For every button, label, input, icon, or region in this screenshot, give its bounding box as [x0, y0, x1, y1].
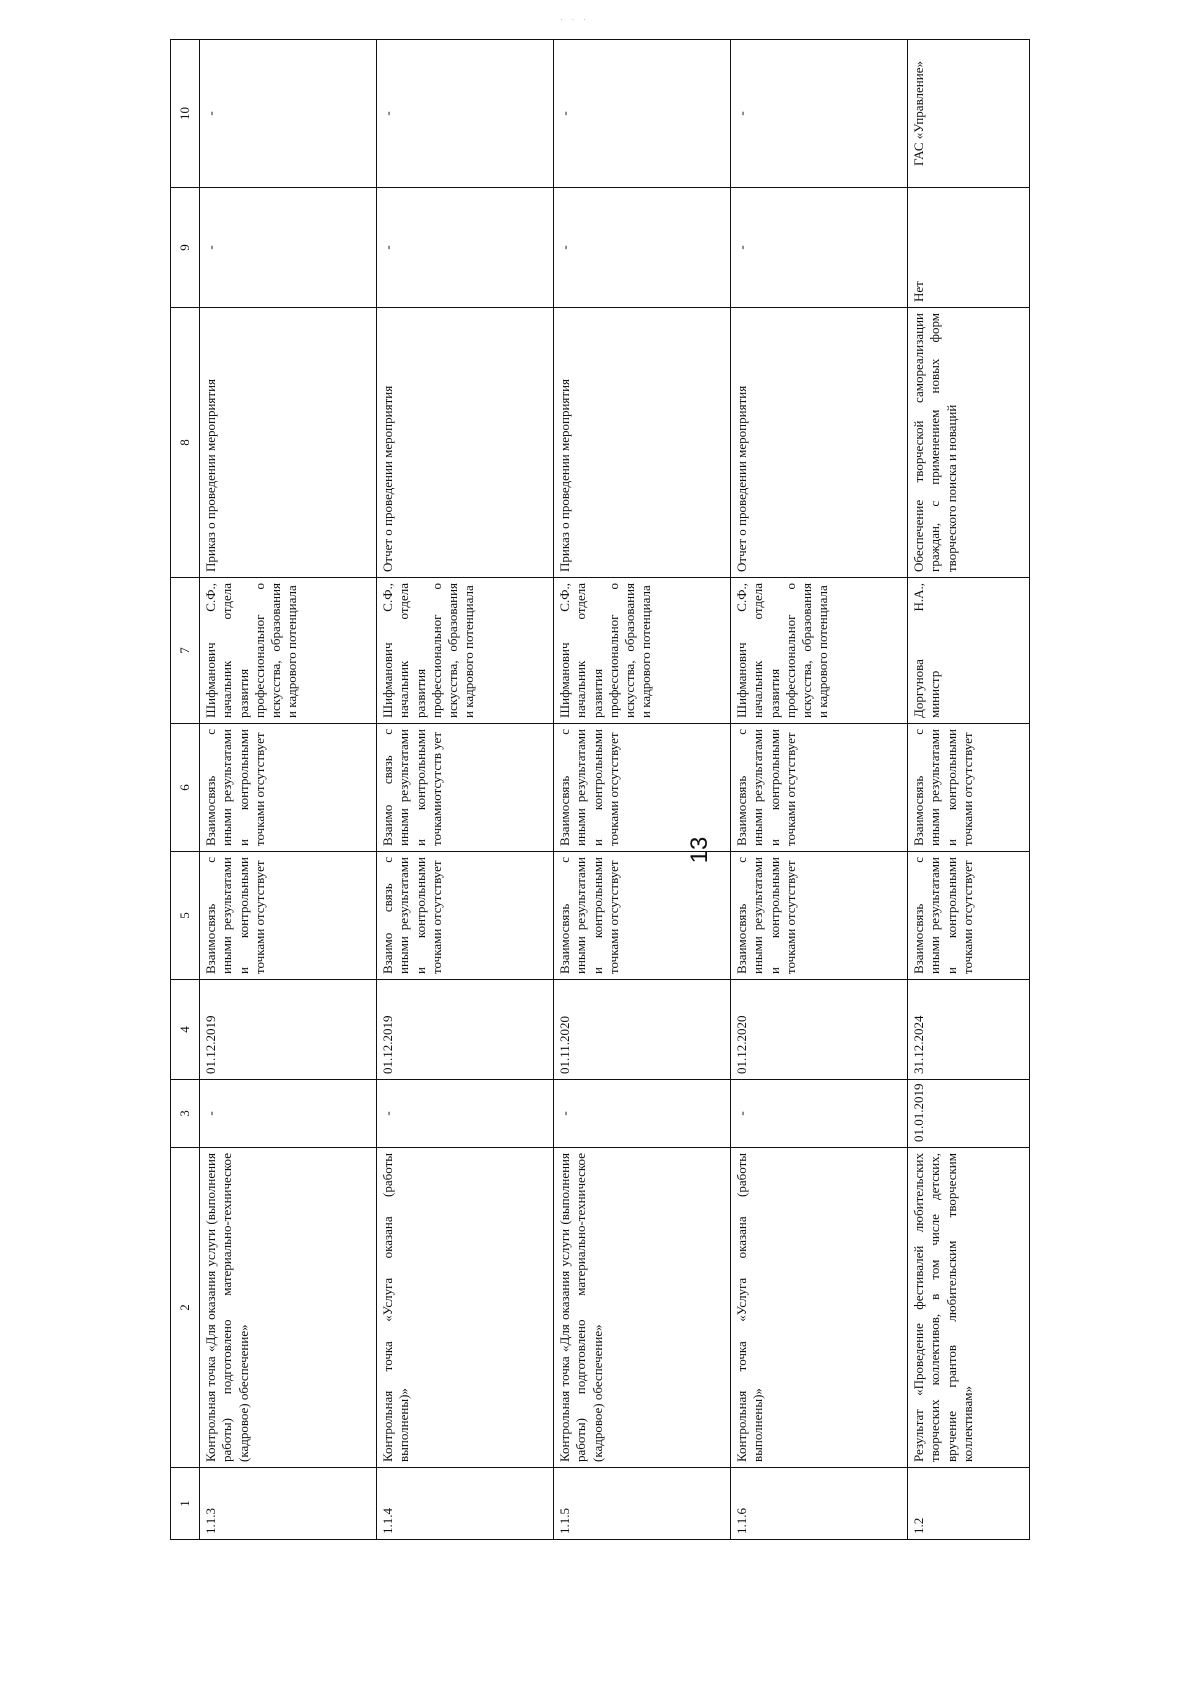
start-date-cell: -	[731, 1080, 908, 1148]
row-number-cell: 1.2	[908, 1468, 1030, 1540]
predecessor-cell: Взаимосвязь с иными результатами и контрольными точками отсутствует	[731, 852, 908, 980]
info-system-cell: ГАС «Управление»	[908, 40, 1030, 188]
end-date-cell: 01.11.2020	[554, 980, 731, 1080]
row-number-cell: 1.1.6	[731, 1468, 908, 1540]
responsible-cell: Шифманович С.Ф., начальник отдела развития профессиональног о искусства, образования и кадрового потенциала	[554, 578, 731, 724]
predecessor-cell: Взаимо связь с иными результатами и контрольными точками отсутствует	[377, 852, 554, 980]
column-header: 7	[171, 578, 200, 724]
result-doc-cell: Отчет о проведении мероприятия	[731, 308, 908, 578]
verification-cell: -	[200, 188, 377, 308]
info-system-cell: -	[377, 40, 554, 188]
verification-cell: -	[377, 188, 554, 308]
column-header: 3	[171, 1080, 200, 1148]
start-date-cell: -	[554, 1080, 731, 1148]
info-system-cell: -	[731, 40, 908, 188]
end-date-cell: 31.12.2024	[908, 980, 1030, 1080]
successor-cell: Взаимосвязь с иными результатами и контрольными точками отсутствует	[908, 724, 1030, 852]
start-date-cell: -	[200, 1080, 377, 1148]
result-doc-cell: Отчет о проведении мероприятия	[377, 308, 554, 578]
row-number-cell: 1.1.4	[377, 1468, 554, 1540]
info-system-cell: -	[554, 40, 731, 188]
page-number: 13	[686, 836, 713, 864]
predecessor-cell: Взаимосвязь с иными результатами и контрольными точками отсутствует	[908, 852, 1030, 980]
responsible-cell: Шифманович С.Ф., начальник отдела развития профессиональног о искусства, образования и кадрового потенциала	[200, 578, 377, 724]
successor-cell: Взаимосвязь с иными результатами и контрольными точками отсутствует	[200, 724, 377, 852]
column-header: 6	[171, 724, 200, 852]
result-doc-cell: Приказ о проведении мероприятия	[200, 308, 377, 578]
row-number-cell: 1.1.5	[554, 1468, 731, 1540]
verification-cell: Нет	[908, 188, 1030, 308]
column-header: 5	[171, 852, 200, 980]
column-header: 10	[171, 40, 200, 188]
successor-cell: Взаимо связь с иными результатами и контрольными точкамиотсутств ует	[377, 724, 554, 852]
table-row	[377, 40, 554, 1540]
start-date-cell: -	[377, 1080, 554, 1148]
start-date-cell: 01.01.2019	[908, 1080, 1030, 1148]
result-doc-cell: Обеспечение творческой самореализации граждан, с применением новых форм творческого поиска и новаций	[908, 308, 1030, 578]
scan-artifact: · · ·	[560, 14, 589, 24]
end-date-cell: 01.12.2019	[377, 980, 554, 1080]
table-row	[908, 40, 1030, 1540]
end-date-cell: 01.12.2020	[731, 980, 908, 1080]
event-name-cell: Результат «Проведение фестивалей любительских творческих коллективов, в том числе детских, вручение грантов любительским творческим коллективам»	[908, 1148, 1030, 1468]
responsible-cell: Доргунова Н.А., министр	[908, 578, 1030, 724]
header-row	[171, 40, 200, 1540]
column-header: 2	[171, 1148, 200, 1468]
table-row	[554, 40, 731, 1540]
verification-cell: -	[554, 188, 731, 308]
predecessor-cell: Взаимосвязь с иными результатами и контрольными точками отсутствует	[554, 852, 731, 980]
rotated-table-container	[170, 40, 1030, 1540]
event-name-cell: Контрольная точка «Услуга оказана (работы выполнены)»	[731, 1148, 908, 1468]
table-row	[200, 40, 377, 1540]
column-header: 4	[171, 980, 200, 1080]
verification-cell: -	[731, 188, 908, 308]
successor-cell: Взаимосвязь с иными результатами и контрольными точками отсутствует	[731, 724, 908, 852]
event-name-cell: Контрольная точка «Услуга оказана (работы выполнены)»	[377, 1148, 554, 1468]
column-header: 9	[171, 188, 200, 308]
table-row	[731, 40, 908, 1540]
table-frame	[170, 40, 1030, 1540]
info-system-cell: -	[200, 40, 377, 188]
responsible-cell: Шифманович С.Ф., начальник отдела развития профессиональног о искусства, образования и кадрового потенциала	[731, 578, 908, 724]
predecessor-cell: Взаимосвязь с иными результатами и контрольными точками отсутствует	[200, 852, 377, 980]
row-number-cell: 1.1.3	[200, 1468, 377, 1540]
control-points-table	[170, 39, 1030, 1540]
result-doc-cell: Приказ о проведении мероприятия	[554, 308, 731, 578]
event-name-cell: Контрольная точка «Для оказания услуги (выполнения работы) подготовлено материально-техническое (кадровое) обеспечение»	[554, 1148, 731, 1468]
column-header: 8	[171, 308, 200, 578]
column-header: 1	[171, 1468, 200, 1540]
successor-cell: Взаимосвязь с иными результатами и контрольными точками отсутствует	[554, 724, 731, 852]
event-name-cell: Контрольная точка «Для оказания услуги (выполнения работы) подготовлено материально-техническое (кадровое) обеспечение»	[200, 1148, 377, 1468]
end-date-cell: 01.12.2019	[200, 980, 377, 1080]
responsible-cell: Шифманович С.Ф., начальник отдела развития профессиональног о искусства, образования и кадрового потенциала	[377, 578, 554, 724]
